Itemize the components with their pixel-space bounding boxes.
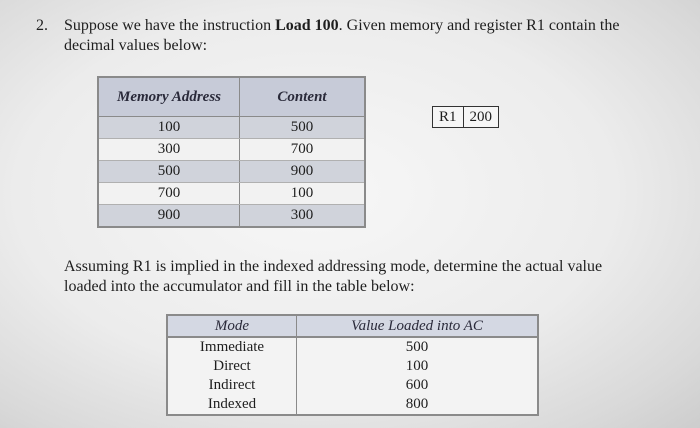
header-value-loaded: Value Loaded into AC — [297, 315, 539, 337]
memory-content-cell: 100 — [240, 183, 366, 205]
accumulator-row — [167, 357, 538, 376]
mode-cell: Immediate — [167, 337, 297, 357]
memory-content-cell: 500 — [240, 117, 366, 139]
instruction-line2: loaded into the accumulator and fill in the table below: — [64, 278, 415, 295]
register-name: R1 — [433, 107, 464, 128]
memory-address-cell: 300 — [98, 139, 240, 161]
value-cell: 100 — [297, 357, 539, 376]
mode-cell: Indexed — [167, 395, 297, 415]
question-line1-pre: Suppose we have the instruction — [64, 17, 276, 34]
memory-address-cell: 900 — [98, 205, 240, 228]
instruction-text — [64, 257, 684, 297]
mode-cell: Indirect — [167, 376, 297, 395]
header-mode: Mode — [167, 315, 297, 337]
memory-address-cell: 100 — [98, 117, 240, 139]
accumulator-table — [166, 314, 539, 416]
memory-row — [98, 161, 365, 183]
memory-address-cell: 500 — [98, 161, 240, 183]
value-cell: 500 — [297, 337, 539, 357]
instruction-name: Load 100 — [275, 17, 339, 34]
memory-row — [98, 183, 365, 205]
register-value: 200 — [463, 107, 499, 128]
accumulator-row — [167, 395, 538, 415]
memory-row — [98, 205, 365, 228]
instruction-line1: Assuming R1 is implied in the indexed addressing mode, determine the actual value — [64, 258, 603, 275]
question-line1-post: . Given memory and register R1 contain the — [338, 17, 620, 34]
accumulator-row — [167, 337, 538, 357]
memory-row — [98, 139, 365, 161]
memory-address-cell: 700 — [98, 183, 240, 205]
mode-cell: Direct — [167, 357, 297, 376]
memory-row — [98, 117, 365, 139]
question-line2: decimal values below: — [64, 37, 208, 54]
value-cell: 800 — [297, 395, 539, 415]
memory-content-cell: 900 — [240, 161, 366, 183]
register-box — [432, 106, 499, 128]
memory-table — [97, 76, 366, 228]
header-content: Content — [240, 77, 366, 117]
memory-table-header — [98, 77, 365, 117]
memory-content-cell: 300 — [240, 205, 366, 228]
value-cell: 600 — [297, 376, 539, 395]
question-number: 2. — [36, 17, 48, 34]
question-text — [36, 16, 676, 56]
accumulator-table-header — [167, 315, 538, 337]
memory-content-cell: 700 — [240, 139, 366, 161]
accumulator-row — [167, 376, 538, 395]
header-memory-address: Memory Address — [98, 77, 240, 117]
